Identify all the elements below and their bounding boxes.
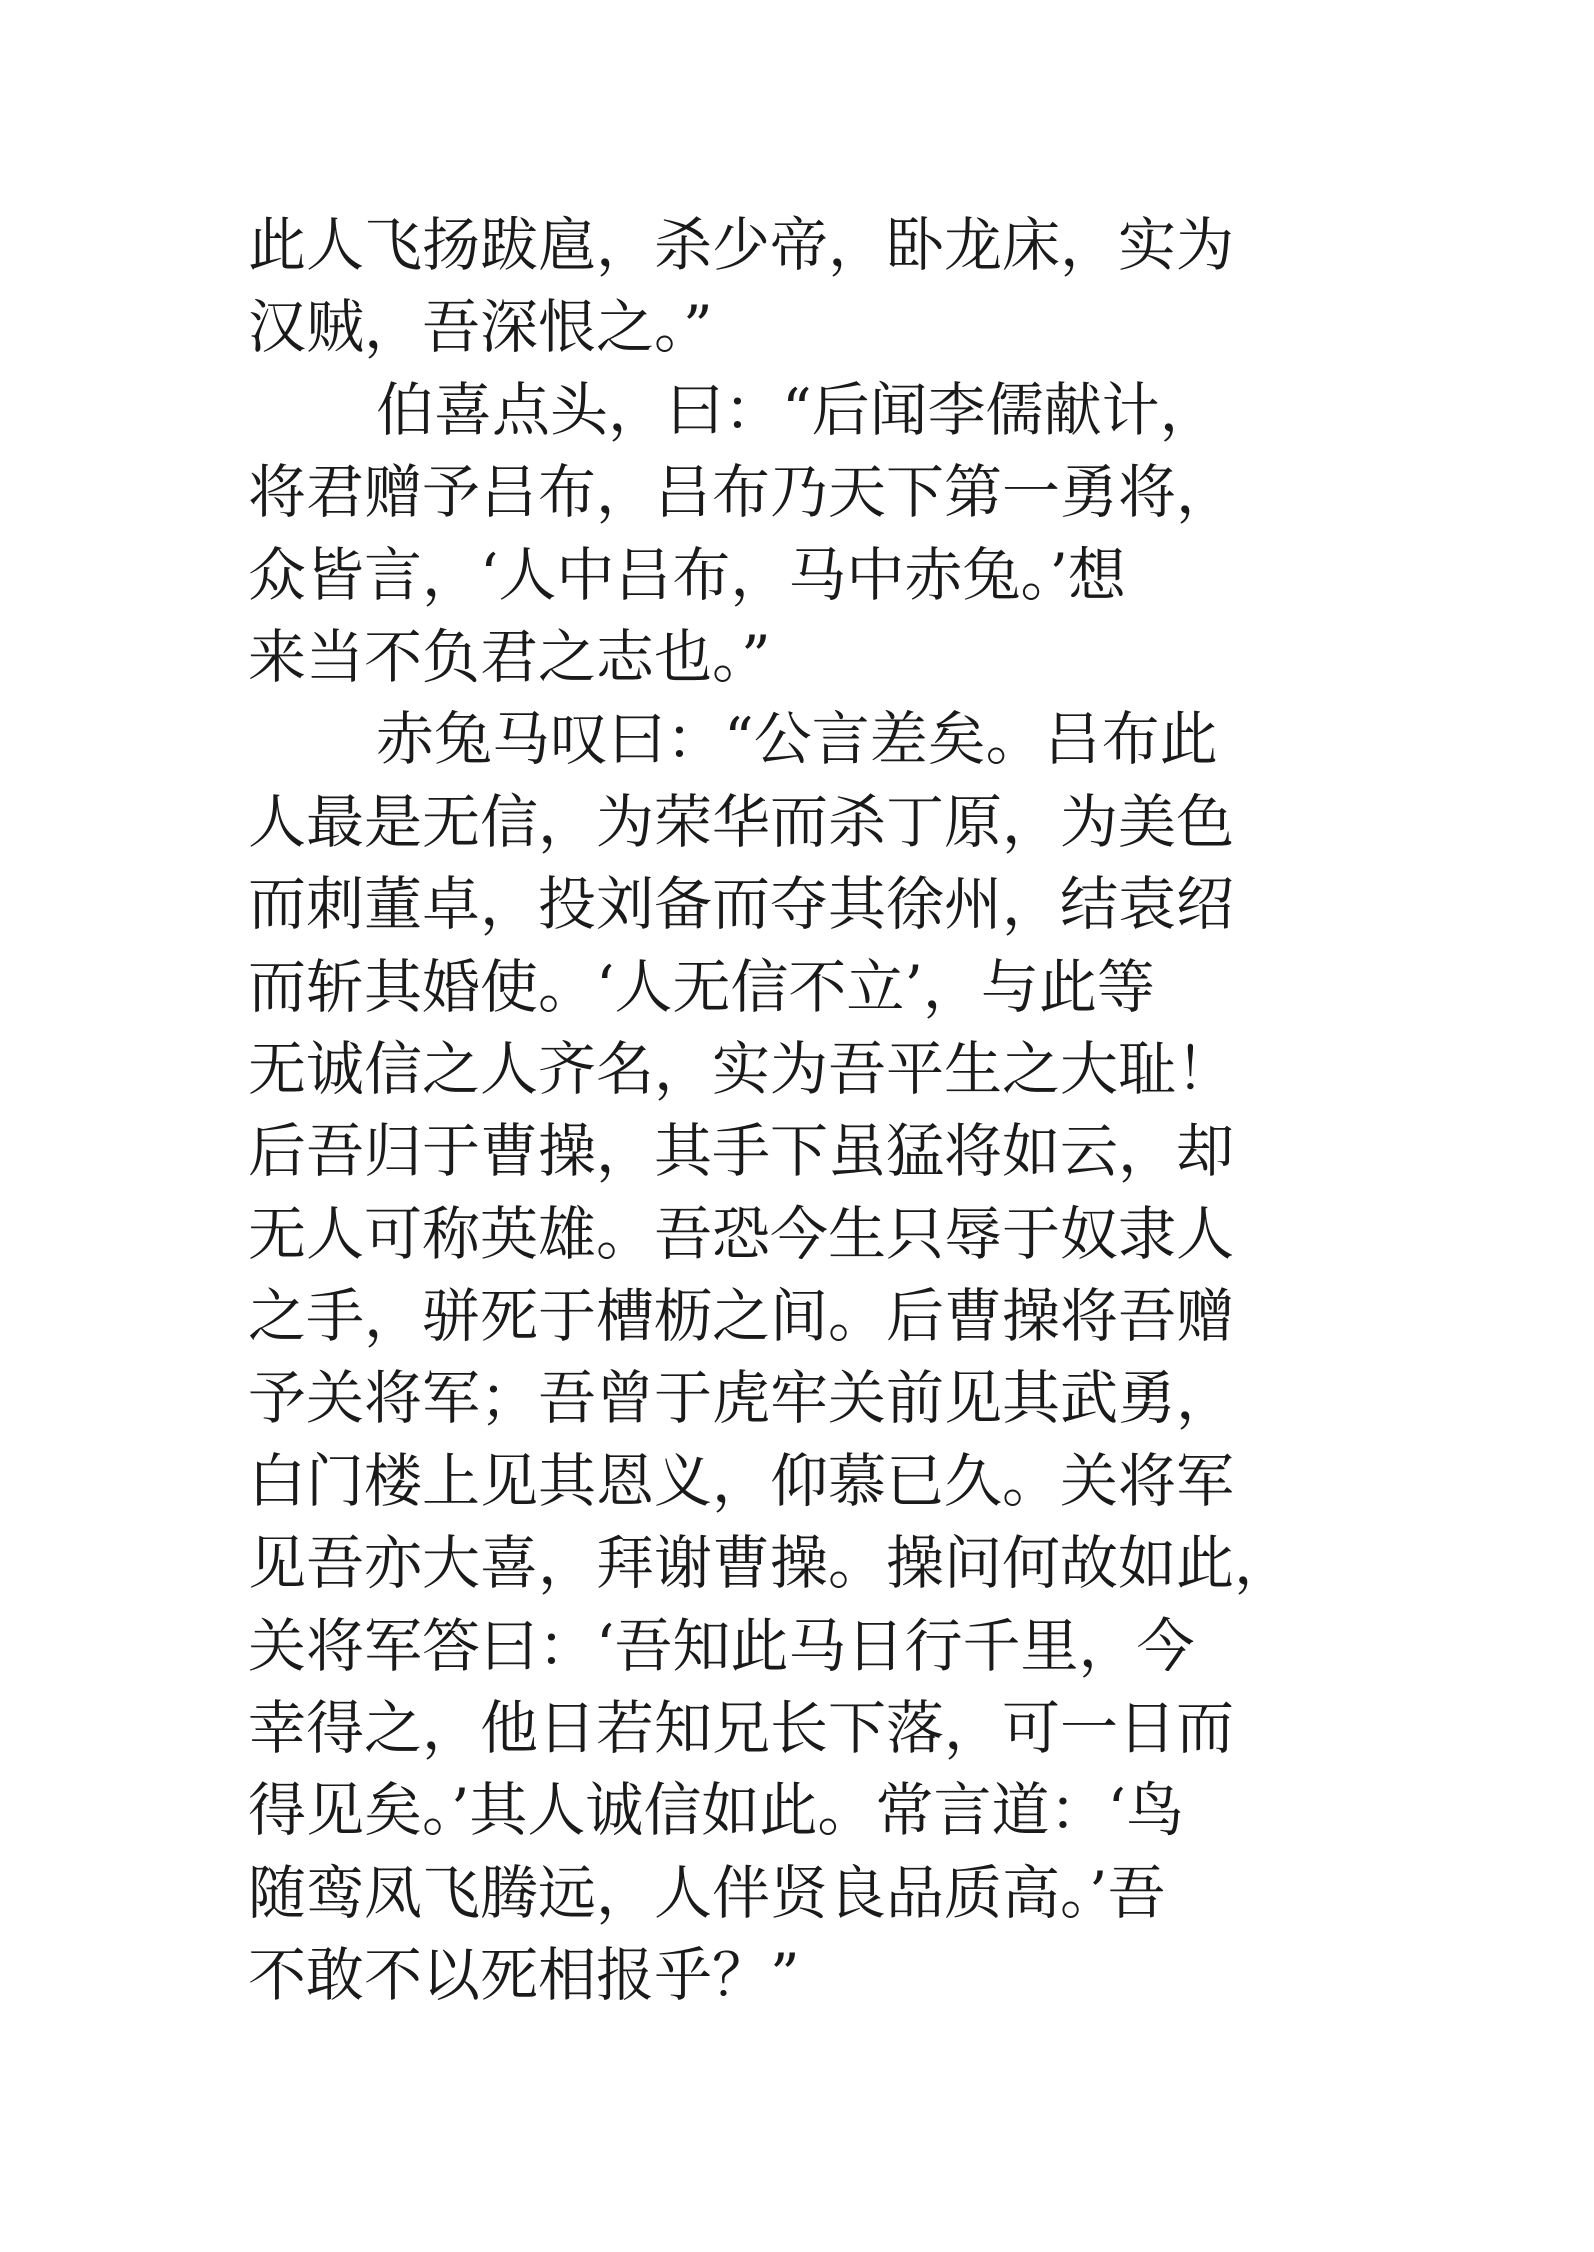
text-line: 人最是无信，为荣华而杀丁原，为美色 — [248, 787, 1235, 856]
text-line: 无人可称英雄。吾恐今生只辱于奴隶人 — [248, 1199, 1235, 1268]
text-line: 随鸾凤飞腾远，人伴贤良品质高。’吾 — [248, 1858, 1166, 1927]
text-line: 将君赠予吕布，吕布乃天下第一勇将， — [248, 458, 1235, 527]
text-line: 众皆言，‘人中吕布，马中赤兔。’想 — [248, 540, 1126, 609]
paragraph-start-line: 赤兔马叹曰：“公言差矣。吕布此 — [376, 705, 1218, 774]
body-text — [248, 204, 1358, 2017]
text-line: 予关将军；吾曾于虎牢关前见其武勇， — [248, 1364, 1235, 1433]
text-line: 白门楼上见其恩义，仰慕已久。关将军 — [248, 1446, 1235, 1515]
text-line: 而斩其婚使。‘人无信不立’，与此等 — [248, 952, 1155, 1021]
text-line: 无诚信之人齐名，实为吾平生之大耻！ — [248, 1034, 1235, 1103]
text-line: 而刺董卓，投刘备而夺其徐州，结袁绍 — [248, 870, 1235, 939]
text-line: 关将军答曰：‘吾知此马日行千里，今 — [248, 1611, 1195, 1680]
text-line: 来当不负君之志也。” — [248, 622, 771, 691]
text-line: 得见矣。’其人诚信如此。常言道：‘鸟 — [248, 1776, 1184, 1845]
text-line: 此人飞扬跋扈，杀少帝，卧龙床，实为 — [248, 211, 1235, 279]
text-line: 后吾归于曹操，其手下虽猛将如云，却 — [248, 1117, 1235, 1186]
text-line: 汉贼，吾深恨之。” — [248, 293, 713, 362]
text-line: 不敢不以死相报乎？” — [248, 1941, 800, 2010]
text-line: 见吾亦大喜，拜谢曹操。操问何故如此， — [248, 1529, 1293, 1598]
text-line: 幸得之，他日若知兄长下落，可一日而 — [248, 1694, 1235, 1763]
paragraph-start-line: 伯喜点头，曰：“后闻李儒献计， — [376, 375, 1218, 444]
text-line: 之手，骈死于槽枥之间。后曹操将吾赠 — [248, 1282, 1235, 1351]
